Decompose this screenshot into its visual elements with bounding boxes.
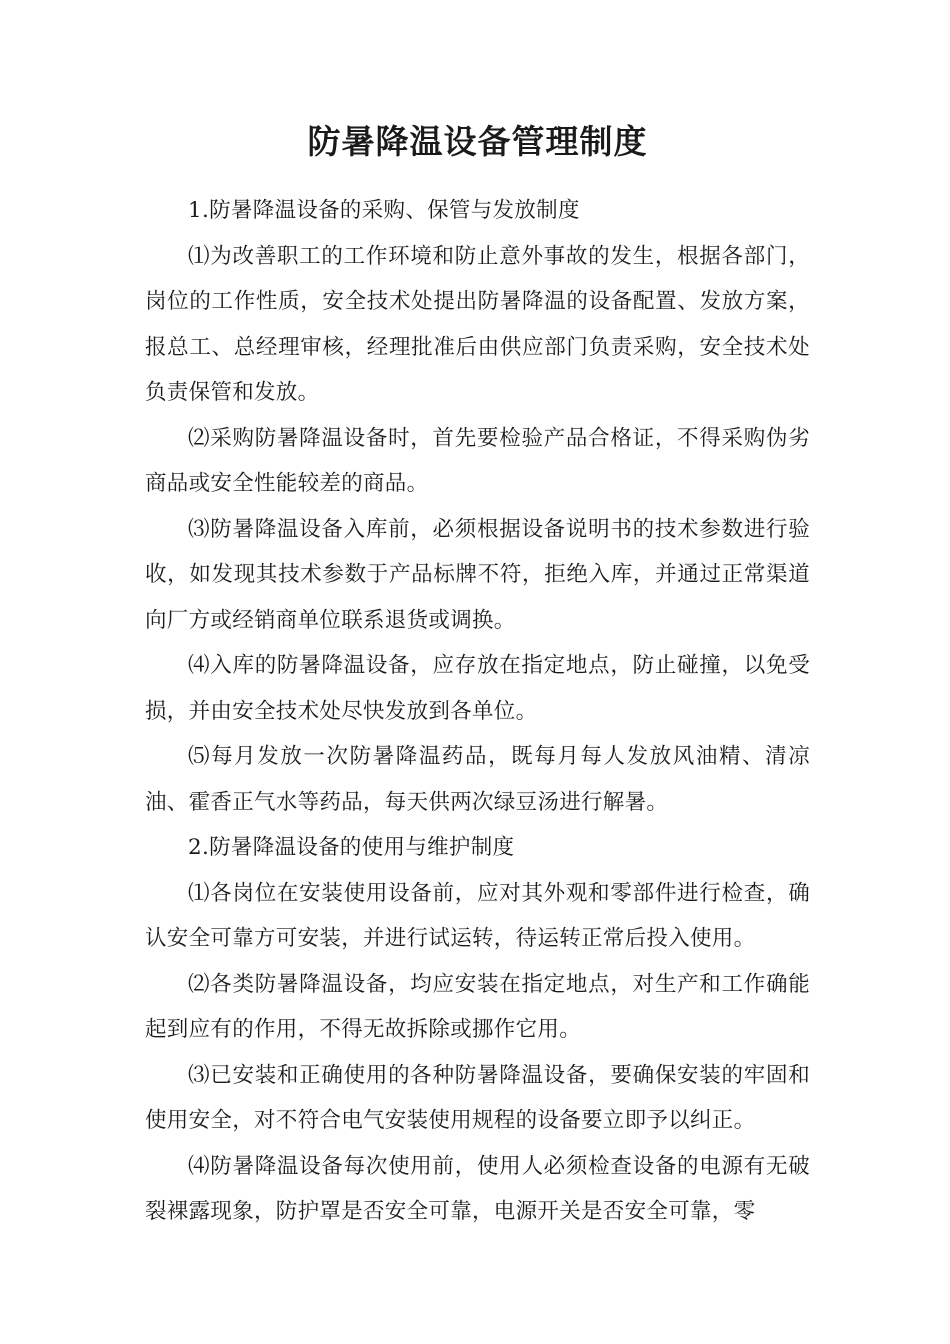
section-heading: 2.防暑降温设备的使用与维护制度 bbox=[188, 835, 515, 860]
paragraph: ⑸每月发放一次防暑降温药品，既每月每人发放风油精、清凉油、霍香正气水等药品，每天供两次绿豆汤进行解暑。 bbox=[145, 744, 810, 815]
section-heading: 1.防暑降温设备的采购、保管与发放制度 bbox=[188, 198, 580, 223]
paragraph: ⑷入库的防暑降温设备，应存放在指定地点，防止碰撞，以免受损，并由安全技术处尽快发放到各单位。 bbox=[145, 653, 810, 724]
paragraph: ⑴为改善职工的工作环境和防止意外事故的发生，根据各部门，岗位的工作性质，安全技术处提出防暑降温的设备配置、发放方案，报总工、总经理审核，经理批准后由供应部门负责采购，安全技术处负责保管和发放。 bbox=[145, 243, 810, 405]
paragraph: ⑷防暑降温设备每次使用前，使用人必须检查设备的电源有无破裂裸露现象，防护罩是否安全可靠，电源开关是否安全可靠，零 bbox=[145, 1153, 810, 1224]
paragraph: ⑶防暑降温设备入库前，必须根据设备说明书的技术参数进行验收，如发现其技术参数于产品标牌不符，拒绝入库，并通过正常渠道向厂方或经销商单位联系退货或调换。 bbox=[145, 516, 810, 633]
paragraph: ⑵采购防暑降温设备时，首先要检验产品合格证，不得采购伪劣商品或安全性能较差的商品。 bbox=[145, 425, 810, 496]
paragraph: ⑶已安装和正确使用的各种防暑降温设备，要确保安装的牢固和使用安全，对不符合电气安装使用规程的设备要立即予以纠正。 bbox=[145, 1062, 810, 1133]
document-page bbox=[145, 118, 810, 1235]
paragraph: ⑴各岗位在安装使用设备前，应对其外观和零部件进行检查，确认安全可靠方可安装，并进行试运转，待运转正常后投入使用。 bbox=[145, 880, 810, 951]
section-usage-maintenance bbox=[145, 825, 810, 1235]
section-procurement bbox=[145, 188, 810, 825]
paragraph: ⑵各类防暑降温设备，均应安装在指定地点，对生产和工作确能起到应有的作用，不得无故拆除或挪作它用。 bbox=[145, 971, 810, 1042]
document-title: 防暑降温设备管理制度 bbox=[307, 122, 648, 161]
